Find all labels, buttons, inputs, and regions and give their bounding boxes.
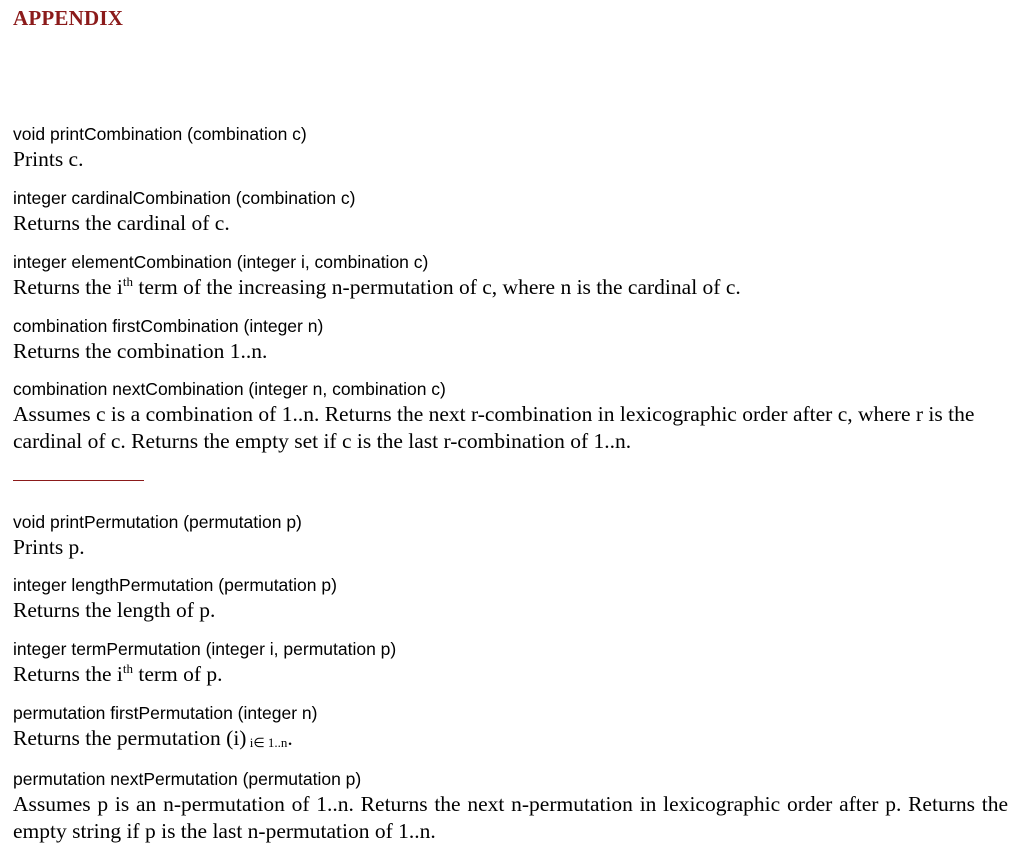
function-description: Prints c. bbox=[13, 147, 84, 171]
function-signature: permutation firstPermutation (integer n) bbox=[13, 703, 318, 723]
ordinal-superscript: th bbox=[122, 661, 133, 676]
function-entry-cardinal-combination bbox=[13, 187, 1008, 237]
function-signature: combination nextCombination (integer n, combination c) bbox=[13, 379, 446, 399]
description-text: Returns the permutation (i) bbox=[13, 726, 247, 750]
function-description: Assumes p is an n-permutation of 1..n. Returns the next n-permutation in lexicographic order after p. Returns the empty string if p is the last n-permutation of 1..n. bbox=[13, 792, 1008, 843]
description-text: . bbox=[287, 726, 293, 750]
description-text: term of p. bbox=[133, 662, 223, 686]
function-entry-print-combination bbox=[13, 123, 1008, 173]
function-description: Prints p. bbox=[13, 535, 85, 559]
function-signature: combination firstCombination (integer n) bbox=[13, 316, 324, 336]
function-signature: void printPermutation (permutation p) bbox=[13, 512, 302, 532]
function-signature: integer elementCombination (integer i, combination c) bbox=[13, 252, 429, 272]
function-entry-term-permutation bbox=[13, 638, 1008, 688]
function-signature: integer lengthPermutation (permutation p) bbox=[13, 575, 337, 595]
section-divider bbox=[13, 480, 144, 481]
function-entry-next-combination bbox=[13, 378, 1008, 455]
ordinal-superscript: th bbox=[122, 274, 133, 289]
function-description bbox=[13, 274, 1008, 301]
function-description: Returns the length of p. bbox=[13, 598, 216, 622]
function-signature: void printCombination (combination c) bbox=[13, 124, 307, 144]
description-text: Returns the i bbox=[13, 662, 123, 686]
function-entry-first-permutation bbox=[13, 702, 1008, 752]
function-description bbox=[13, 725, 1008, 752]
function-description: Returns the cardinal of c. bbox=[13, 211, 230, 235]
function-entry-element-combination bbox=[13, 251, 1008, 301]
function-signature: permutation nextPermutation (permutation p) bbox=[13, 769, 362, 789]
function-entry-next-permutation bbox=[13, 768, 1008, 845]
appendix-title: APPENDIX bbox=[13, 6, 124, 30]
function-description: Returns the combination 1..n. bbox=[13, 339, 268, 363]
function-entry-first-combination bbox=[13, 315, 1008, 365]
function-entry-print-permutation bbox=[13, 511, 1008, 561]
description-text: term of the increasing n-permutation of c, where n is the cardinal of c. bbox=[133, 275, 741, 299]
function-description bbox=[13, 661, 1008, 688]
function-entry-length-permutation bbox=[13, 574, 1008, 624]
description-text: Returns the i bbox=[13, 275, 123, 299]
index-subscript: i∈ 1..n bbox=[246, 735, 288, 750]
function-signature: integer cardinalCombination (combination c) bbox=[13, 188, 356, 208]
function-signature: integer termPermutation (integer i, permutation p) bbox=[13, 639, 397, 659]
function-description: Assumes c is a combination of 1..n. Returns the next r-combination in lexicographic order after c, where r is the cardinal of c. Returns the empty set if c is the last r-combination of 1..n. bbox=[13, 402, 975, 453]
